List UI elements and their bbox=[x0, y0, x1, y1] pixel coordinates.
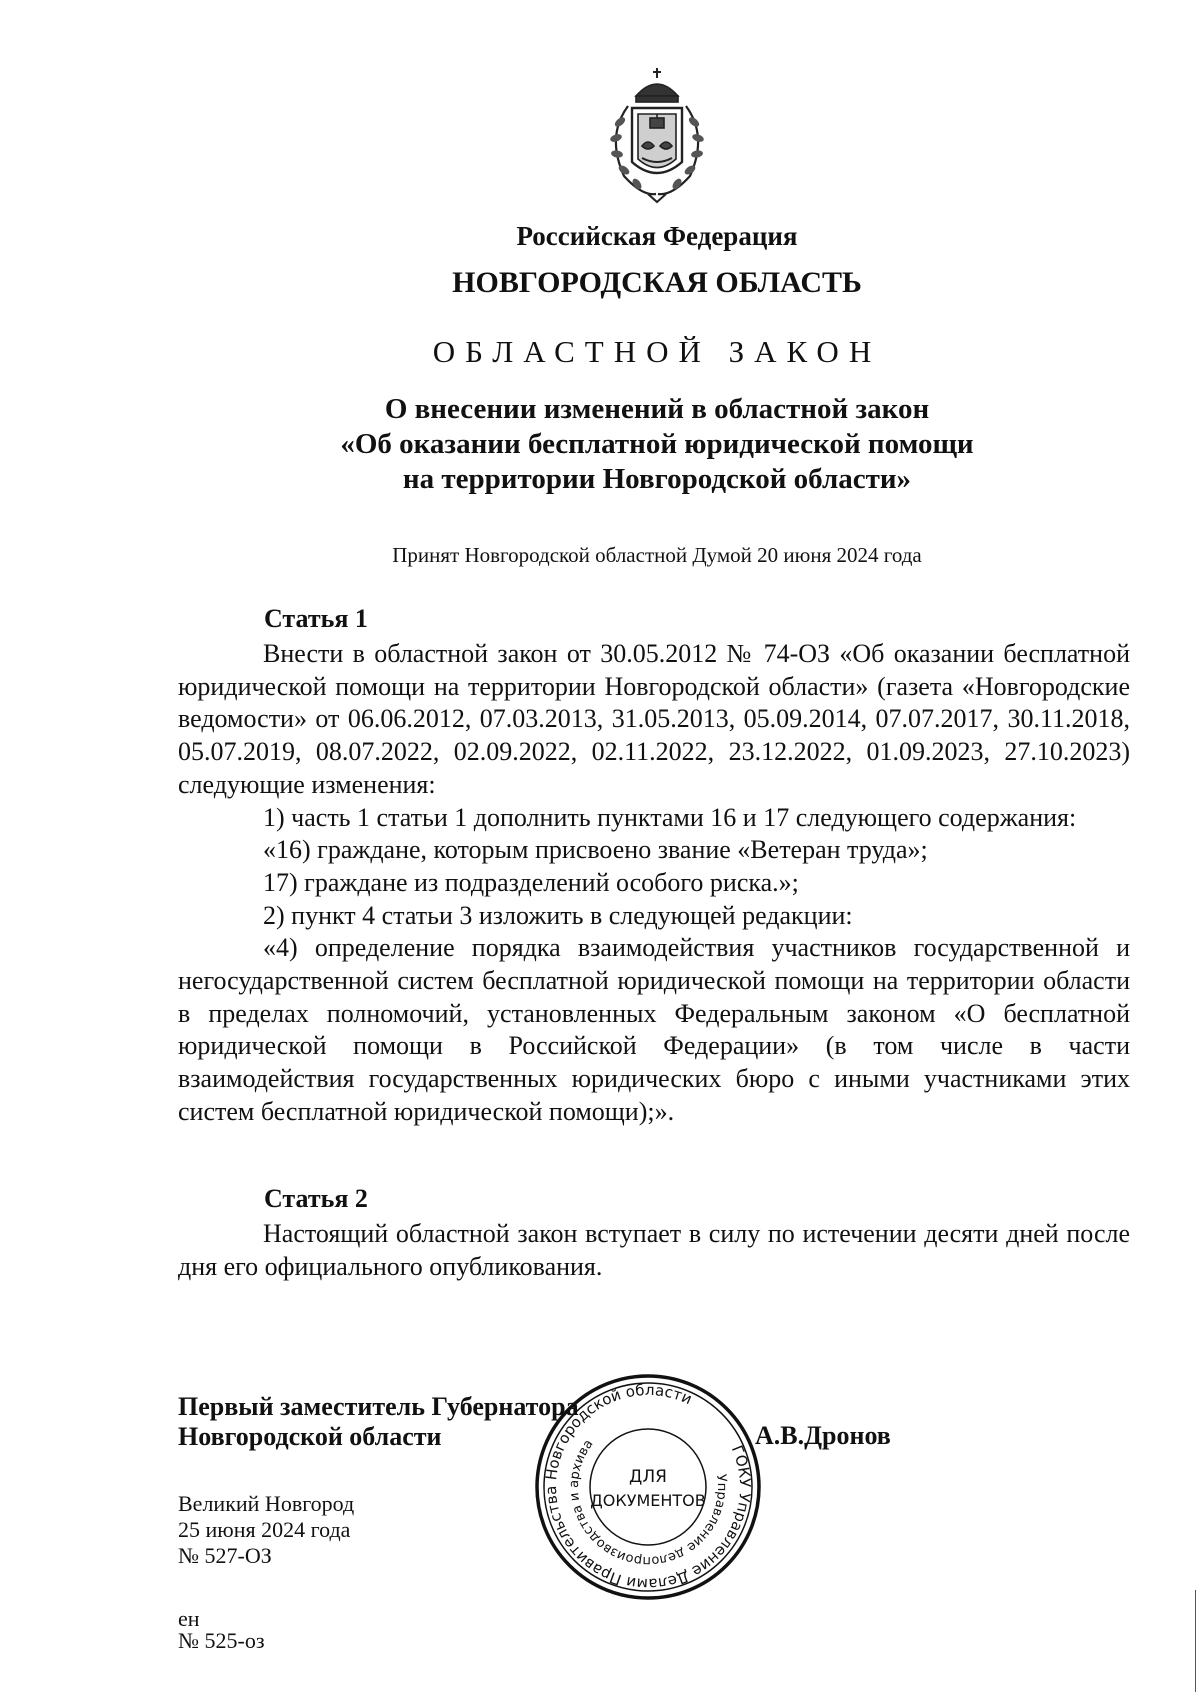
place-and-date bbox=[178, 1491, 354, 1569]
stamp-center-bottom: ДОКУМЕНТОВ bbox=[590, 1491, 706, 1510]
paragraph: Настоящий областной закон вступает в силу по истечении десяти дней после дня его официального опубликования. bbox=[178, 1219, 1130, 1281]
signing-date: 25 июня 2024 года bbox=[178, 1517, 351, 1542]
stamp-ring-text: ГОКУ Управление Делами Правительства Новгородской области bbox=[541, 1380, 755, 1594]
law-title-line: О внесении изменений в областной закон bbox=[384, 393, 930, 425]
law-title bbox=[0, 392, 1200, 497]
scan-edge-line bbox=[1195, 1590, 1196, 1692]
signatory-position bbox=[178, 1392, 579, 1452]
registration-number: № 525-оз bbox=[178, 1628, 265, 1653]
article-2-heading: Статья 2 bbox=[264, 1184, 368, 1213]
paragraph: 1) часть 1 статьи 1 дополнить пунктами 16 и 17 следующего содержания: bbox=[263, 802, 1077, 832]
registration-note bbox=[178, 1608, 265, 1652]
registrar-initials: ен bbox=[178, 1606, 200, 1631]
article-1-body bbox=[178, 638, 1130, 1129]
law-title-line: на территории Новгородской области» bbox=[402, 463, 912, 495]
article-2-body bbox=[178, 1218, 1130, 1283]
article-1-heading: Статья 1 bbox=[264, 604, 368, 633]
law-title-line: «Об оказании бесплатной юридической помощи bbox=[340, 428, 974, 460]
adoption-note: Принят Новгородской областной Думой 20 июня 2024 года bbox=[392, 543, 922, 567]
coat-of-arms-icon bbox=[592, 66, 722, 206]
paragraph: 2) пункт 4 статьи 3 изложить в следующей редакции: bbox=[263, 900, 853, 930]
stamp-center-top: ДЛЯ bbox=[629, 1467, 667, 1487]
official-stamp-icon bbox=[533, 1372, 763, 1602]
region-name: НОВГОРОДСКАЯ ОБЛАСТЬ bbox=[452, 266, 862, 299]
document-type: ОБЛАСТНОЙ ЗАКОН bbox=[432, 334, 882, 369]
country-name: Российская Федерация bbox=[516, 221, 798, 251]
signatory-position-line: Первый заместитель Губернатора bbox=[178, 1392, 579, 1421]
signatory-position-line: Новгородской области bbox=[178, 1422, 442, 1451]
paragraph: 17) граждане из подразделений особого риска.»; bbox=[263, 867, 799, 897]
paragraph: «4) определение порядка взаимодействия участников государственной и негосударственной систем бесплатной юридической помощи на территории области в пределах полномочий, установленных Федеральным законом «О бесплатной юридической помощи в Российской Федерации» (в том числе в части взаимодействия государственных юридических бюро с иными участниками этих систем бесплатной юридической помощи);». bbox=[178, 933, 1130, 1126]
signatory-name: А.В.Дронов bbox=[755, 1421, 891, 1450]
paragraph: «16) граждане, которым присвоено звание «Ветеран труда»; bbox=[263, 835, 928, 865]
paragraph: Внести в областной закон от 30.05.2012 № 74-ОЗ «Об оказании бесплатной юридической помощи на территории Новгородской области» (газета «Новгородские ведомости» от 06.06.2012, 07.03.2013, 31.05.2013, 05.09.2014, 07.07.2017, 30.11.2018, 05.07.2019, 08.07.2022, 02.09.2022, 02.11.2022, 23.12.2022, 01.09.2023, 27.10.2023) следующие изменения: bbox=[178, 639, 1130, 799]
stamp-inner-ring-text: Управление делопроизводства и архива bbox=[566, 1436, 730, 1569]
city: Великий Новгород bbox=[178, 1491, 355, 1516]
law-number: № 527-ОЗ bbox=[178, 1543, 272, 1568]
